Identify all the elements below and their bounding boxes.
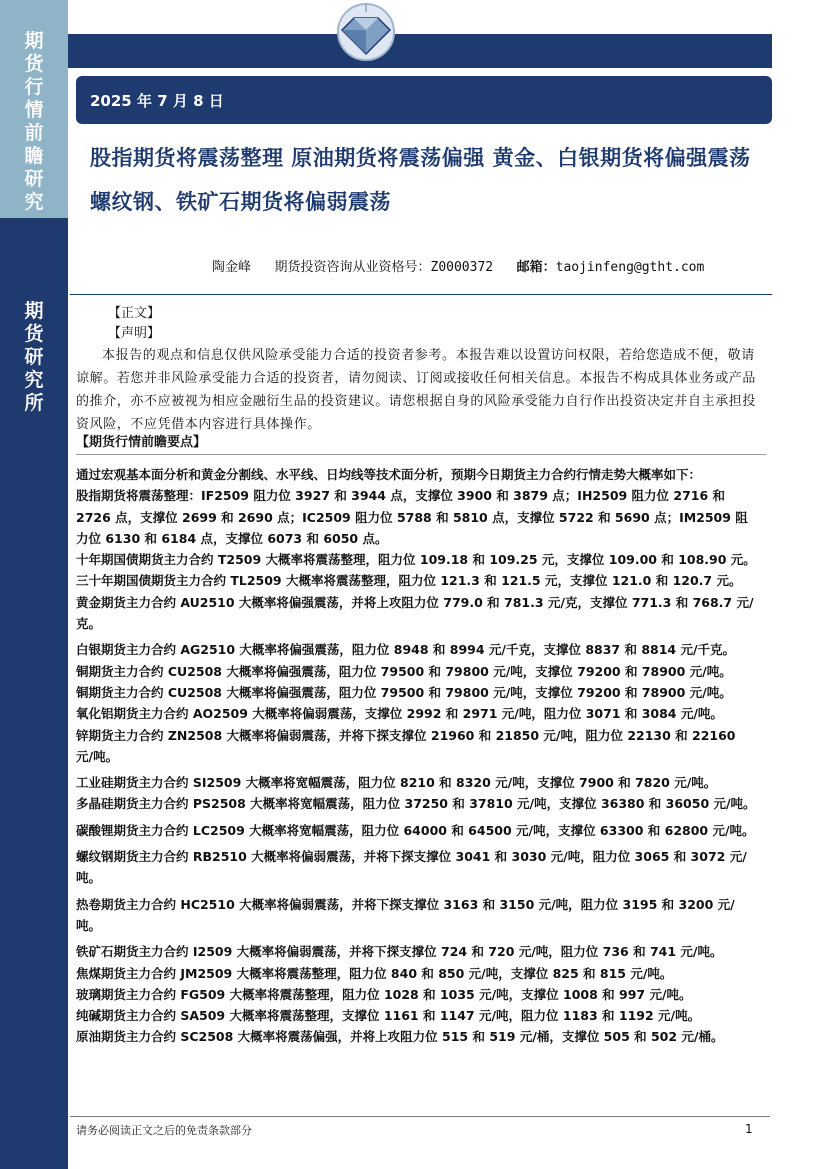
forecast-industrial-silicon: 工业硅期货主力合约 SI2509 大概率将宽幅震荡，阻力位 8210 和 8320 元/吨，支撑位 7900 和 7820 元/吨。 <box>76 775 717 791</box>
forecast-iron-ore: 铁矿石期货主力合约 I2509 大概率将偏弱震荡，并将下探支撑位 724 和 720 元/吨，阻力位 736 和 741 元/吨。 <box>76 944 723 960</box>
report-date: 2025 年 7 月 8 日 <box>90 92 224 110</box>
disclaimer-paragraph: 本报告的观点和信息仅供风险承受能力合适的投资者参考。本报告难以设置访问权限，若给您造成不便，敬请谅解。若您并非风险承受能力合适的投资者，请勿阅读、订阅或接收任何相关信息。本报告不构成具体业务或产品的推介，亦不应被视为相应金融衍生品的投资建议。请您根据自身的风险承受能力自行作出投资决定并自主承担投资风险，不应凭借本内容进行具体操作。 <box>76 348 757 432</box>
forecast-crude-oil: 原油期货主力合约 SC2508 大概率将震荡偏强，并将上攻阻力位 515 和 519 元/桶，支撑位 505 和 502 元/桶。 <box>76 1029 724 1045</box>
forecast-glass: 玻璃期货主力合约 FG509 大概率将震荡整理，阻力位 1028 和 1035 元/吨，支撑位 1008 和 997 元/吨。 <box>76 986 692 1002</box>
forecast-soda-ash: 纯碱期货主力合约 SA509 大概率将震荡整理，支撑位 1161 和 1147 元/吨，阻力位 1183 和 1192 元/吨。 <box>76 1008 701 1024</box>
intro-paragraph: 通过宏观基本面分析和黄金分割线、水平线、日均线等技术面分析，预期今日期货主力合约行情走势大概率如下： <box>76 467 702 482</box>
footer-note: 请务必阅读正文之后的免责条款部分 <box>76 1124 252 1137</box>
author-email[interactable]: taojinfeng@gtht.com <box>555 260 705 275</box>
main-text-tag: 【正文】 <box>108 306 161 321</box>
forecast-body <box>76 464 756 1048</box>
forecast-tl-bond: 三十年期国债期货主力合约 TL2509 大概率将震荡整理，阻力位 121.3 和 121.5 元，支撑位 121.0 和 120.7 元。 <box>76 573 742 589</box>
page-number: 1 <box>745 1122 753 1136</box>
forecast-t-bond: 十年期国债期货主力合约 T2509 大概率将震荡整理，阻力位 109.18 和 109.25 元，支撑位 109.00 和 108.90 元。 <box>76 552 756 568</box>
forecast-rebar: 螺纹钢期货主力合约 RB2510 大概率将偏弱震荡，并将下探支撑位 3041 和 3030 元/吨，阻力位 3065 和 3072 元/吨。 <box>76 849 747 886</box>
section-divider <box>76 454 766 455</box>
statement-tag: 【声明】 <box>108 326 161 341</box>
company-logo-icon <box>320 2 412 68</box>
forecast-stock-index: 股指期货将震荡整理：IF2509 阻力位 3927 和 3944 点，支撑位 3900 和 3879 点；IH2509 阻力位 2716 和 2726 点，支撑位 2699 和 2690 点；IC2509 阻力位 5788 和 5810 点，支撑位 5722 和 5690 点；IM2509 阻力位 6130 和 6184 点，支撑位 6073 和 6050 点。 <box>76 488 748 546</box>
forecast-lithium-carbonate: 碳酸锂期货主力合约 LC2509 大概率将宽幅震荡，阻力位 64000 和 64500 元/吨，支撑位 63300 和 62800 元/吨。 <box>76 822 755 838</box>
email-label: 邮箱： <box>516 260 556 275</box>
forecast-silver: 白银期货主力合约 AG2510 大概率将偏强震荡，阻力位 8948 和 8994 元/千克，支撑位 8837 和 8814 元/千克。 <box>76 642 736 658</box>
author-line <box>212 256 704 275</box>
forecast-gold: 黄金期货主力合约 AU2510 大概率将偏强震荡，并将上攻阻力位 779.0 和 781.3 元/克，支撑位 771.3 和 768.7 元/克。 <box>76 594 754 632</box>
section-heading: 【期货行情前瞻要点】 <box>76 435 207 450</box>
forecast-hot-coil: 热卷期货主力合约 HC2510 大概率将偏弱震荡，并将下探支撑位 3163 和 3150 元/吨，阻力位 3195 和 3200 元/吨。 <box>76 896 735 933</box>
forecast-copper: 铜期货主力合约 CU2508 大概率将偏强震荡，阻力位 79500 和 79800 元/吨，支撑位 79200 和 78900 元/吨。 <box>76 663 732 679</box>
forecast-polysilicon: 多晶硅期货主力合约 PS2508 大概率将宽幅震荡，阻力位 37250 和 37810 元/吨，支撑位 36380 和 36050 元/吨。 <box>76 796 756 812</box>
forecast-coking-coal: 焦煤期货主力合约 JM2509 大概率将震荡整理，阻力位 840 和 850 元/吨，支撑位 825 和 815 元/吨。 <box>76 965 673 981</box>
report-title: 股指期货将震荡整理 原油期货将震荡偏强 黄金、白银期货将偏强震荡 螺纹钢、铁矿石期货将偏弱震荡 <box>90 145 751 214</box>
author-name: 陶金峰 <box>212 260 252 275</box>
footer-divider <box>70 1116 770 1117</box>
divider-line <box>70 294 772 295</box>
sidebar-bottom-label: 期 货 研 究 所 <box>24 300 44 414</box>
forecast-zinc: 锌期货主力合约 ZN2508 大概率将偏弱震荡，并将下探支撑位 21960 和 21850 元/吨，阻力位 22130 和 22160 元/吨。 <box>76 727 736 764</box>
forecast-alumina: 氧化铝期货主力合约 AO2509 大概率将偏弱震荡，支撑位 2992 和 2971 元/吨，阻力位 3071 和 3084 元/吨。 <box>76 706 723 722</box>
qualification-number: 期货投资咨询从业资格号：Z0000372 <box>274 260 494 275</box>
header-band <box>68 34 772 68</box>
forecast-copper-repeat: 铜期货主力合约 CU2508 大概率将偏强震荡，阻力位 79500 和 79800 元/吨，支撑位 79200 和 78900 元/吨。 <box>76 684 732 700</box>
sidebar-top-label: 期 货 行 情 前 瞻 研 究 <box>24 30 44 213</box>
